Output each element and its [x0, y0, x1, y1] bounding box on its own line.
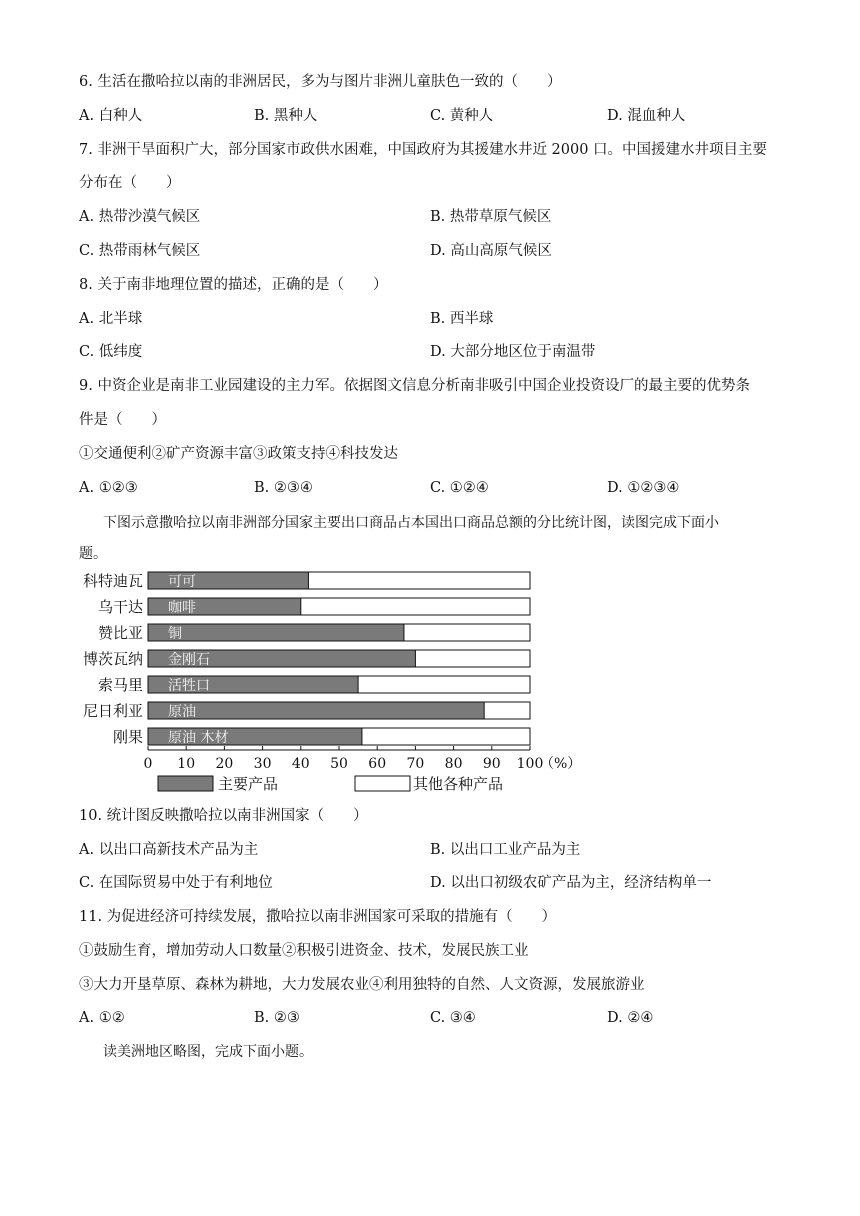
legend-swatch-main [158, 776, 213, 791]
category-label: 科特迪瓦 [82, 572, 143, 590]
product-label: 可可 [168, 574, 196, 590]
legend-swatch-other [355, 776, 410, 791]
product-label: 原油 木材 [168, 730, 229, 746]
product-label: 咖啡 [168, 600, 196, 616]
q10-option-d: D. 以出口初级农矿产品为主，经济结构单一 [430, 875, 712, 891]
q7-stem-line2: 分布在（ ） [79, 175, 181, 191]
q8-option-a: A. 北半球 [79, 311, 143, 327]
q10-option-c: C. 在国际贸易中处于有利地位 [79, 875, 273, 891]
x-tick-label: 30 [253, 756, 272, 772]
x-tick-label: 100 [516, 756, 544, 772]
q8-option-b: B. 西半球 [430, 311, 494, 327]
q6-option-b: B. 黑种人 [254, 108, 318, 124]
category-label: 乌干达 [97, 598, 143, 616]
q10-option-b: B. 以出口工业产品为主 [430, 842, 581, 858]
q8-stem: 8. 关于南非地理位置的描述，正确的是（ ） [79, 277, 388, 293]
q7-option-b: B. 热带草原气候区 [430, 209, 552, 225]
q9-items: ①交通便利②矿产资源丰富③政策支持④科技发达 [79, 446, 398, 462]
q9-stem-line2: 件是（ ） [79, 412, 166, 428]
q6-stem: 6. 生活在撒哈拉以南的非洲居民，多为与图片非洲儿童肤色一致的（ ） [79, 74, 562, 90]
product-label: 原油 [168, 704, 196, 720]
x-tick-label: 80 [444, 756, 463, 772]
category-label: 索马里 [97, 676, 143, 694]
q9-option-c: C. ①②④ [430, 480, 489, 496]
q9-option-b: B. ②③④ [254, 480, 313, 496]
q10-stem: 10. 统计图反映撒哈拉以南非洲国家（ ） [79, 808, 368, 824]
q11-option-a: A. ①② [79, 1010, 125, 1026]
category-label: 博茨瓦纳 [82, 650, 143, 668]
x-unit-label: （%） [540, 756, 582, 772]
x-tick-label: 40 [291, 756, 310, 772]
q11-item-line1: ①鼓励生育，增加劳动人口数量②积极引进资金、技术，发展民族工业 [79, 943, 529, 959]
export-share-chart [70, 564, 630, 804]
q10-option-a: A. 以出口高新技术产品为主 [79, 842, 259, 858]
q7-option-a: A. 热带沙漠气候区 [79, 209, 201, 225]
q11-stem: 11. 为促进经济可持续发展，撒哈拉以南非洲国家可采取的措施有（ ） [79, 909, 557, 925]
map-intro: 读美洲地区略图，完成下面小题。 [103, 1044, 313, 1060]
q9-option-d: D. ①②③④ [607, 480, 680, 496]
x-tick-label: 90 [482, 756, 501, 772]
x-tick-label: 10 [177, 756, 196, 772]
bar-main [148, 702, 484, 719]
q7-stem-line1: 7. 非洲干旱面积广大，部分国家市政供水困难，中国政府为其援建水井近 2000 口。中国援建水井项目主要 [79, 142, 768, 158]
chart-intro-line1: 下图示意撒哈拉以南非洲部分国家主要出口商品占本国出口商品总额的分比统计图，读图完成下面小 [103, 515, 719, 531]
x-tick-label: 20 [215, 756, 234, 772]
q9-stem-line1: 9. 中资企业是南非工业园建设的主力军。依据图文信息分析南非吸引中国企业投资设厂的最主要的优势条 [79, 378, 750, 394]
product-label: 金刚石 [168, 652, 210, 668]
q8-option-d: D. 大部分地区位于南温带 [430, 344, 596, 360]
q9-option-a: A. ①②③ [79, 480, 138, 496]
legend-label-main: 主要产品 [218, 775, 279, 793]
q8-option-c: C. 低纬度 [79, 344, 143, 360]
category-label: 尼日利亚 [82, 702, 143, 720]
q6-option-a: A. 白种人 [79, 108, 143, 124]
q6-option-d: D. 混血种人 [607, 108, 686, 124]
x-tick-label: 50 [330, 756, 348, 772]
q11-option-b: B. ②③ [254, 1010, 300, 1026]
q11-item-line2: ③大力开垦草原、森林为耕地，大力发展农业④利用独特的自然、人文资源，发展旅游业 [79, 977, 645, 993]
category-label: 赞比亚 [97, 624, 143, 642]
q6-option-c: C. 黄种人 [430, 108, 494, 124]
q11-option-c: C. ③④ [430, 1010, 476, 1026]
x-tick-label: 70 [406, 756, 425, 772]
category-label: 刚果 [112, 728, 143, 746]
q11-option-d: D. ②④ [607, 1010, 654, 1026]
q7-option-d: D. 高山高原气候区 [430, 243, 552, 259]
product-label: 活牲口 [168, 678, 210, 694]
q7-option-c: C. 热带雨林气候区 [79, 243, 201, 259]
legend-label-other: 其他各种产品 [413, 775, 504, 793]
x-tick-label: 0 [143, 756, 153, 772]
product-label: 铜 [168, 626, 182, 642]
bar-main [148, 624, 404, 641]
chart-intro-line2: 题。 [79, 546, 107, 562]
x-tick-label: 60 [368, 756, 387, 772]
